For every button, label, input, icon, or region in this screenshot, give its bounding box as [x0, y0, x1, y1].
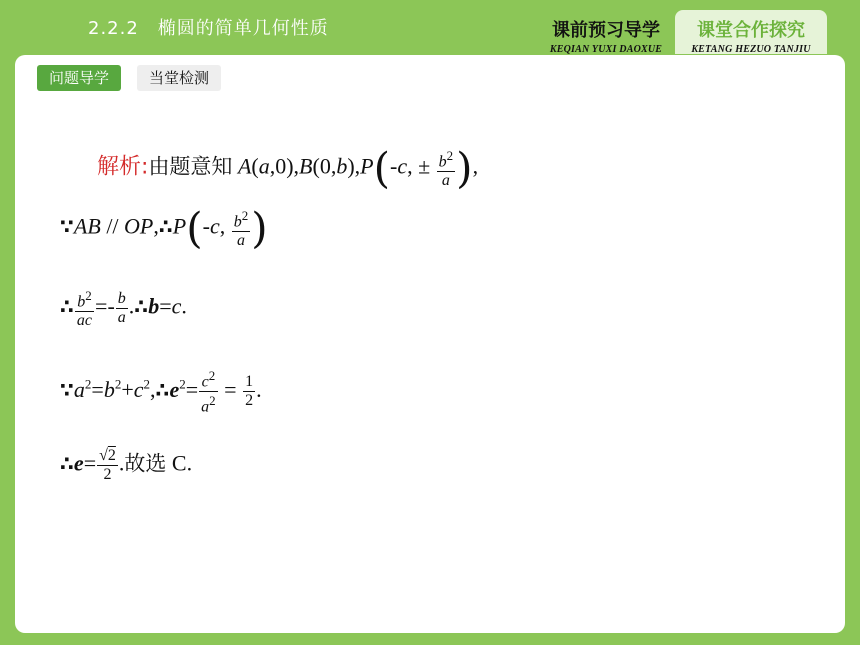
solution-label: 解析 — [97, 154, 142, 180]
conclusion-text: 故选 — [124, 451, 167, 476]
solution-colon: : — [141, 154, 149, 180]
solution-line-1: 解析:由题意知 A(a,0),B(0,b),P(-c, ± $\frac{b^2}{a}$ ), — [97, 143, 479, 193]
tab-class-cooperation-sub: KETANG HEZUO TANJIU — [691, 44, 811, 55]
tab-preview-guide-label: 课前预习导学 — [552, 20, 660, 41]
answer-choice: C. — [171, 450, 193, 476]
subtab-problem-guide[interactable]: 问题导学 — [37, 65, 121, 91]
solution-line-5: ∴e= $\frac{√2}{2}$ .故选 C. — [60, 447, 193, 483]
header-title: 2.2.2 椭圆的简单几何性质 — [88, 18, 329, 39]
solution-line-3: ∴ $\frac{b^2}{ac}$ =- $\frac{b}{a}$ .∴b=c. — [60, 288, 187, 330]
tab-class-cooperation-label: 课堂合作探究 — [697, 20, 805, 41]
subtab-class-test[interactable]: 当堂检测 — [137, 65, 221, 91]
tab-preview-guide-sub: KEQIAN YUXI DAOXUE — [549, 44, 663, 55]
intro-text: 由题意知 — [148, 154, 233, 179]
tab-preview-guide[interactable] — [530, 10, 682, 54]
solution-line-2: ∵AB // OP,∴P(-c, $\frac{b^2}{a}$ ) — [60, 203, 268, 253]
solution-line-4: $\because a^2=b^2+c^2,\therefore e^2=$ $\frac{c^2}{a^2}$ = $\frac{1}{2}$ . — [60, 368, 262, 416]
content-panel — [15, 55, 845, 633]
tab-class-cooperation[interactable] — [675, 10, 827, 54]
